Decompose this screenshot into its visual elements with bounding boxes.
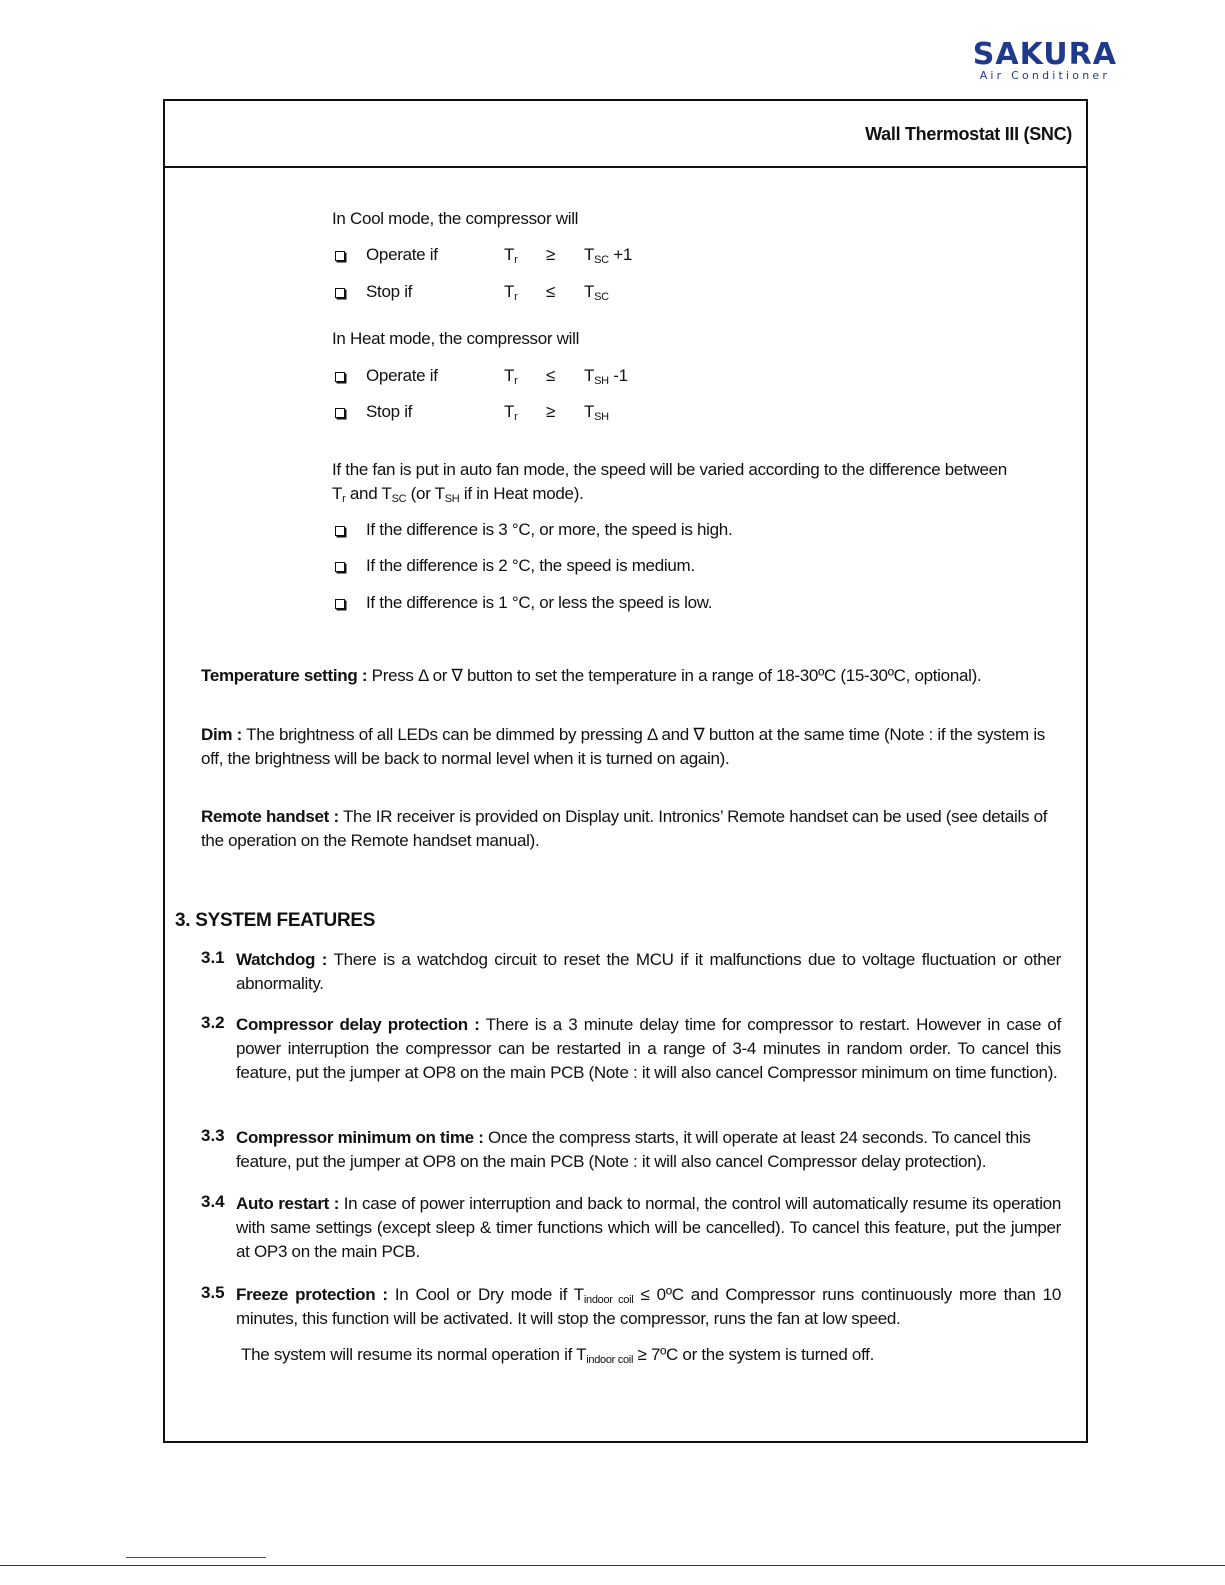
- document-title: Wall Thermostat III (SNC): [865, 124, 1072, 144]
- heat-operate-label: Operate if: [366, 366, 438, 385]
- item-number: 3.5: [201, 1283, 225, 1302]
- checkbox-bullet-icon: [335, 526, 345, 536]
- checkbox-bullet-icon: [335, 562, 345, 572]
- heat-stop-label: Stop if: [366, 402, 413, 421]
- item-number: 3.2: [201, 1013, 225, 1032]
- checkbox-bullet-icon: [335, 599, 345, 609]
- logo-wordmark: SAKURA: [972, 37, 1117, 72]
- fan-bullet-medium: If the difference is 2 °C, the speed is medium.: [366, 556, 695, 575]
- cool-stop-operator: ≤: [546, 282, 556, 301]
- heat-operate-ref: $T_{SH}$ -1: [584, 366, 628, 387]
- heat-stop-var: $T_r$: [504, 402, 518, 423]
- item-number: 3.3: [201, 1126, 225, 1145]
- heat-stop-operator: ≥: [546, 402, 556, 421]
- section-heading: 3. SYSTEM FEATURES: [175, 910, 376, 931]
- cool-operate-ref: $T_{SC} +1$: [584, 245, 632, 266]
- item-number: 3.4: [201, 1192, 225, 1211]
- heat-operate-var: $T_r$: [504, 366, 518, 387]
- remote-handset-paragraph: Remote handset : The IR receiver is provided on Display unit. Intronics’ Remote handset can be used (see details of the operation on the Remote handset manual).: [201, 807, 1048, 850]
- checkbox-bullet-icon: [335, 408, 345, 418]
- cool-stop-ref: $T_{SC}$: [584, 282, 609, 303]
- fan-bullet-high: If the difference is 3 °C, or more, the speed is high.: [366, 520, 733, 539]
- freeze-protection-paragraph: Freeze protection : In Cool or Dry mode if $T_{indoor coil}$ ≤ 0ºC and Compressor runs continuously more than 10 minutes, this function will be activated. It will stop the compressor, runs the fan at low speed.: [236, 1285, 1061, 1328]
- checkbox-bullet-icon: [335, 372, 345, 382]
- checkbox-bullet-icon: [335, 288, 345, 298]
- cool-stop-label: Stop if: [366, 282, 413, 301]
- heat-stop-ref: $T_{SH}$: [584, 402, 609, 423]
- temperature-setting-paragraph: Temperature setting : Press Δ or ∇ button to set the temperature in a range of 18-30ºC (15-30ºC, optional).: [201, 666, 982, 685]
- cool-operate-label: Operate if: [366, 245, 438, 264]
- fan-intro-line2: $T_r$ and $T_{SC}$ (or $T_{SH}$ if in Heat mode).: [332, 484, 584, 505]
- compressor-min-on-paragraph: Compressor minimum on time : Once the compress starts, it will operate at least 24 seconds. To cancel this feature, put the jumper at OP8 on the main PCB (Note : it will also cancel Compressor delay protection).: [236, 1128, 1031, 1171]
- freeze-resume-line: The system will resume its normal operation if $T_{indoor coil}$ ≥ 7ºC or the system is turned off.: [241, 1345, 875, 1366]
- cool-operate-var: $T_r$: [504, 245, 518, 266]
- checkbox-bullet-icon: [335, 251, 345, 261]
- heat-mode-intro: In Heat mode, the compressor will: [332, 329, 580, 348]
- footer-rule: [0, 1565, 1225, 1566]
- cool-stop-var: $T_r$: [504, 282, 518, 303]
- fan-bullet-low: If the difference is 1 °C, or less the speed is low.: [366, 593, 713, 612]
- item-number: 3.1: [201, 948, 225, 967]
- footer-link-underline: [126, 1557, 266, 1558]
- page-header: [165, 101, 1086, 168]
- cool-mode-intro: In Cool mode, the compressor will: [332, 209, 579, 228]
- heat-operate-operator: ≤: [546, 366, 556, 385]
- watchdog-paragraph: Watchdog : There is a watchdog circuit to reset the MCU if it malfunctions due to voltage fluctuation or other abnormality.: [236, 950, 1061, 993]
- dim-paragraph: Dim : The brightness of all LEDs can be dimmed by pressing Δ and ∇ button at the same time (Note : if the system is off, the brightness will be back to normal level when it is turned on again).: [201, 725, 1045, 768]
- cool-operate-operator: ≥: [546, 245, 556, 264]
- fan-intro-line1: If the fan is put in auto fan mode, the speed will be varied according to the difference between: [332, 460, 1007, 479]
- sakura-logo: [972, 37, 1117, 82]
- compressor-delay-paragraph: Compressor delay protection : There is a 3 minute delay time for compressor to restart. However in case of power interruption the compressor can be restarted in a range of 3-4 minutes in random order. To cancel this feature, put the jumper at OP8 on the main PCB (Note : it will also cancel Compressor minimum on time function).: [236, 1015, 1061, 1082]
- logo-tagline: Air Conditioner: [979, 69, 1111, 82]
- auto-restart-paragraph: Auto restart : In case of power interruption and back to normal, the control will automatically resume its operation with same settings (except sleep & timer functions which will be cancelled). To cancel this feature, put the jumper at OP3 on the main PCB.: [236, 1194, 1061, 1261]
